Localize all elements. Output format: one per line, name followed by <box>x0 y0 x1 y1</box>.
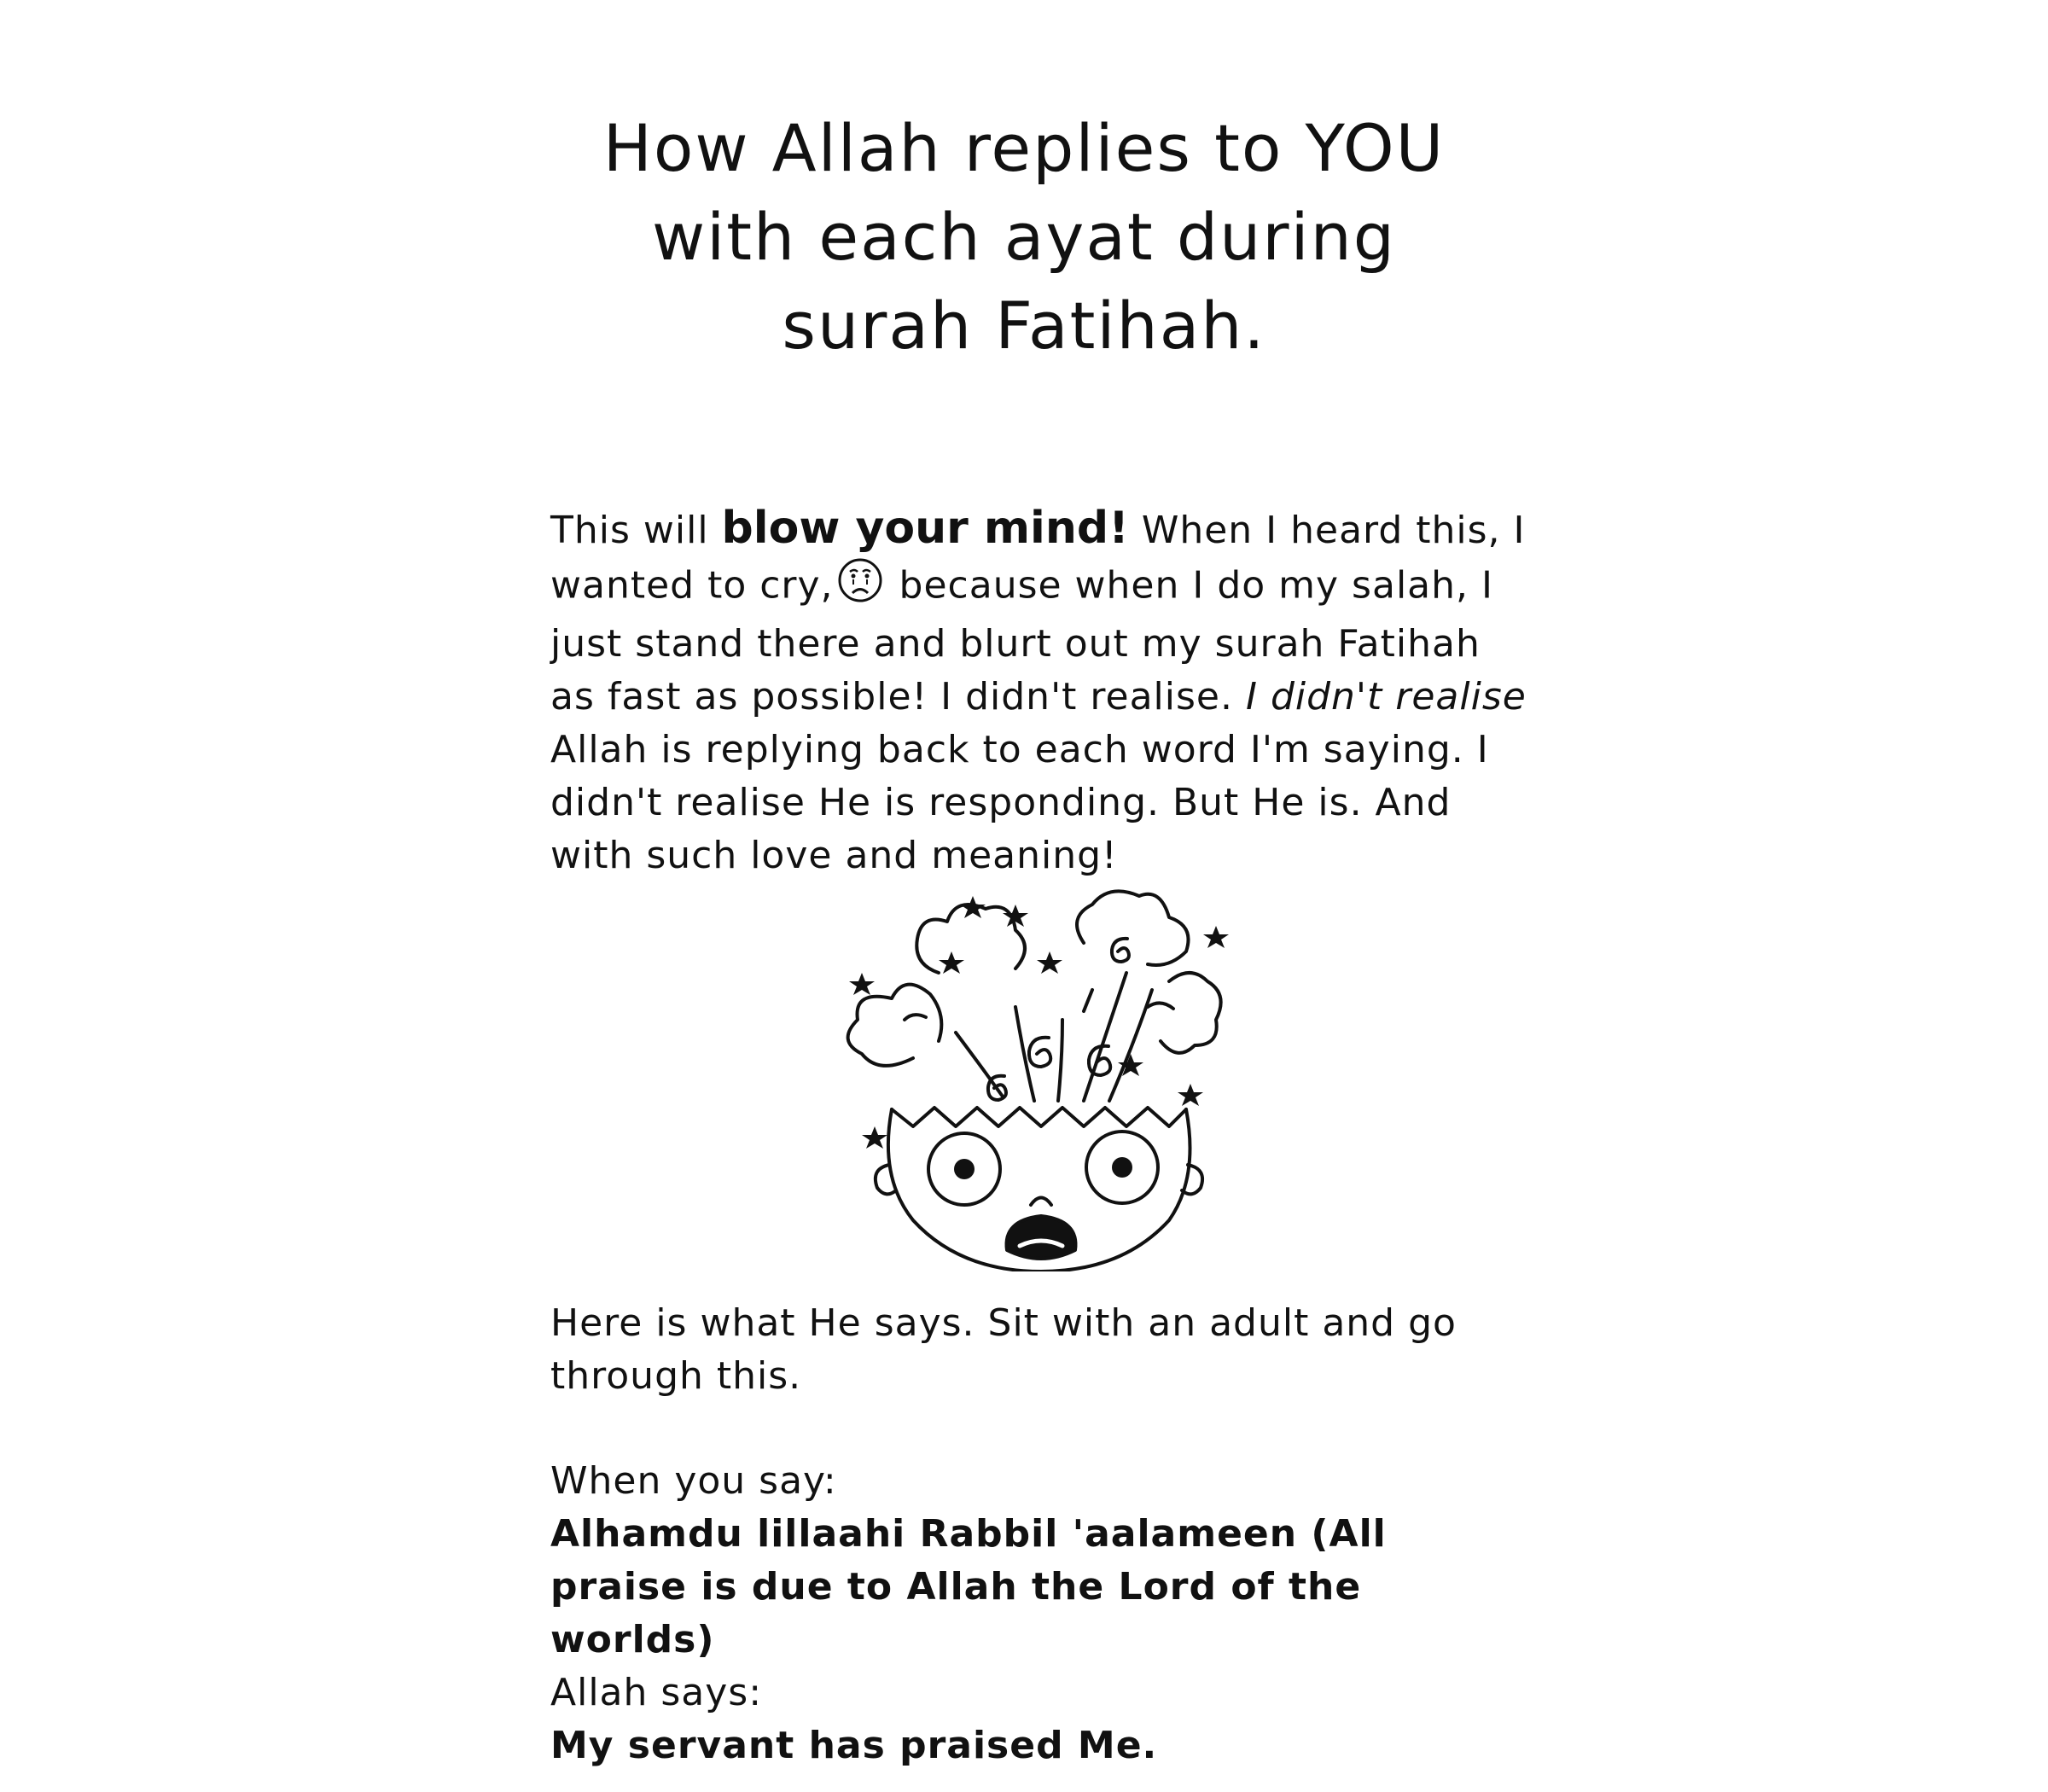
intro-part-3: because when I do my salah, I just stand there and blurt out my surah Fatihah as fast as possible! I didn't realise. <box>550 563 1493 719</box>
reply-text: My servant has praised Me. <box>550 1724 1158 1767</box>
intro-paragraph <box>550 502 1532 882</box>
mind-blown-head-illustration <box>811 870 1271 1271</box>
recitation-text: Alhamdu lillaahi Rabbil 'aalameen (All praise is due to Allah the Lord of the worlds) <box>550 1512 1387 1661</box>
intro-part-1: This will <box>550 509 722 552</box>
intro-emphasis: blow your mind! <box>721 503 1129 554</box>
page-title <box>597 104 1451 370</box>
title-line-2: with each ayat during <box>651 199 1397 275</box>
title-line-1: How Allah replies to YOU <box>602 110 1446 186</box>
when-you-say-label: When you say: <box>550 1459 837 1503</box>
intro-part-2: When I heard this, I wanted to cry, <box>550 509 1526 608</box>
crying-face-icon <box>837 557 883 618</box>
intro-part-4: Allah is replying back to each word I'm saying. I didn't realise He is responding. But He is. And with such love and meaning! <box>550 728 1489 877</box>
instruction-text: Here is what He says. Sit with an adult and go through this. <box>550 1301 1457 1398</box>
allah-says-label: Allah says: <box>550 1671 763 1714</box>
instruction-paragraph <box>550 1297 1532 1403</box>
dialogue-block <box>550 1455 1532 1772</box>
intro-italic: I didn't realise <box>1245 675 1527 719</box>
title-line-3: surah Fatihah. <box>782 288 1266 364</box>
